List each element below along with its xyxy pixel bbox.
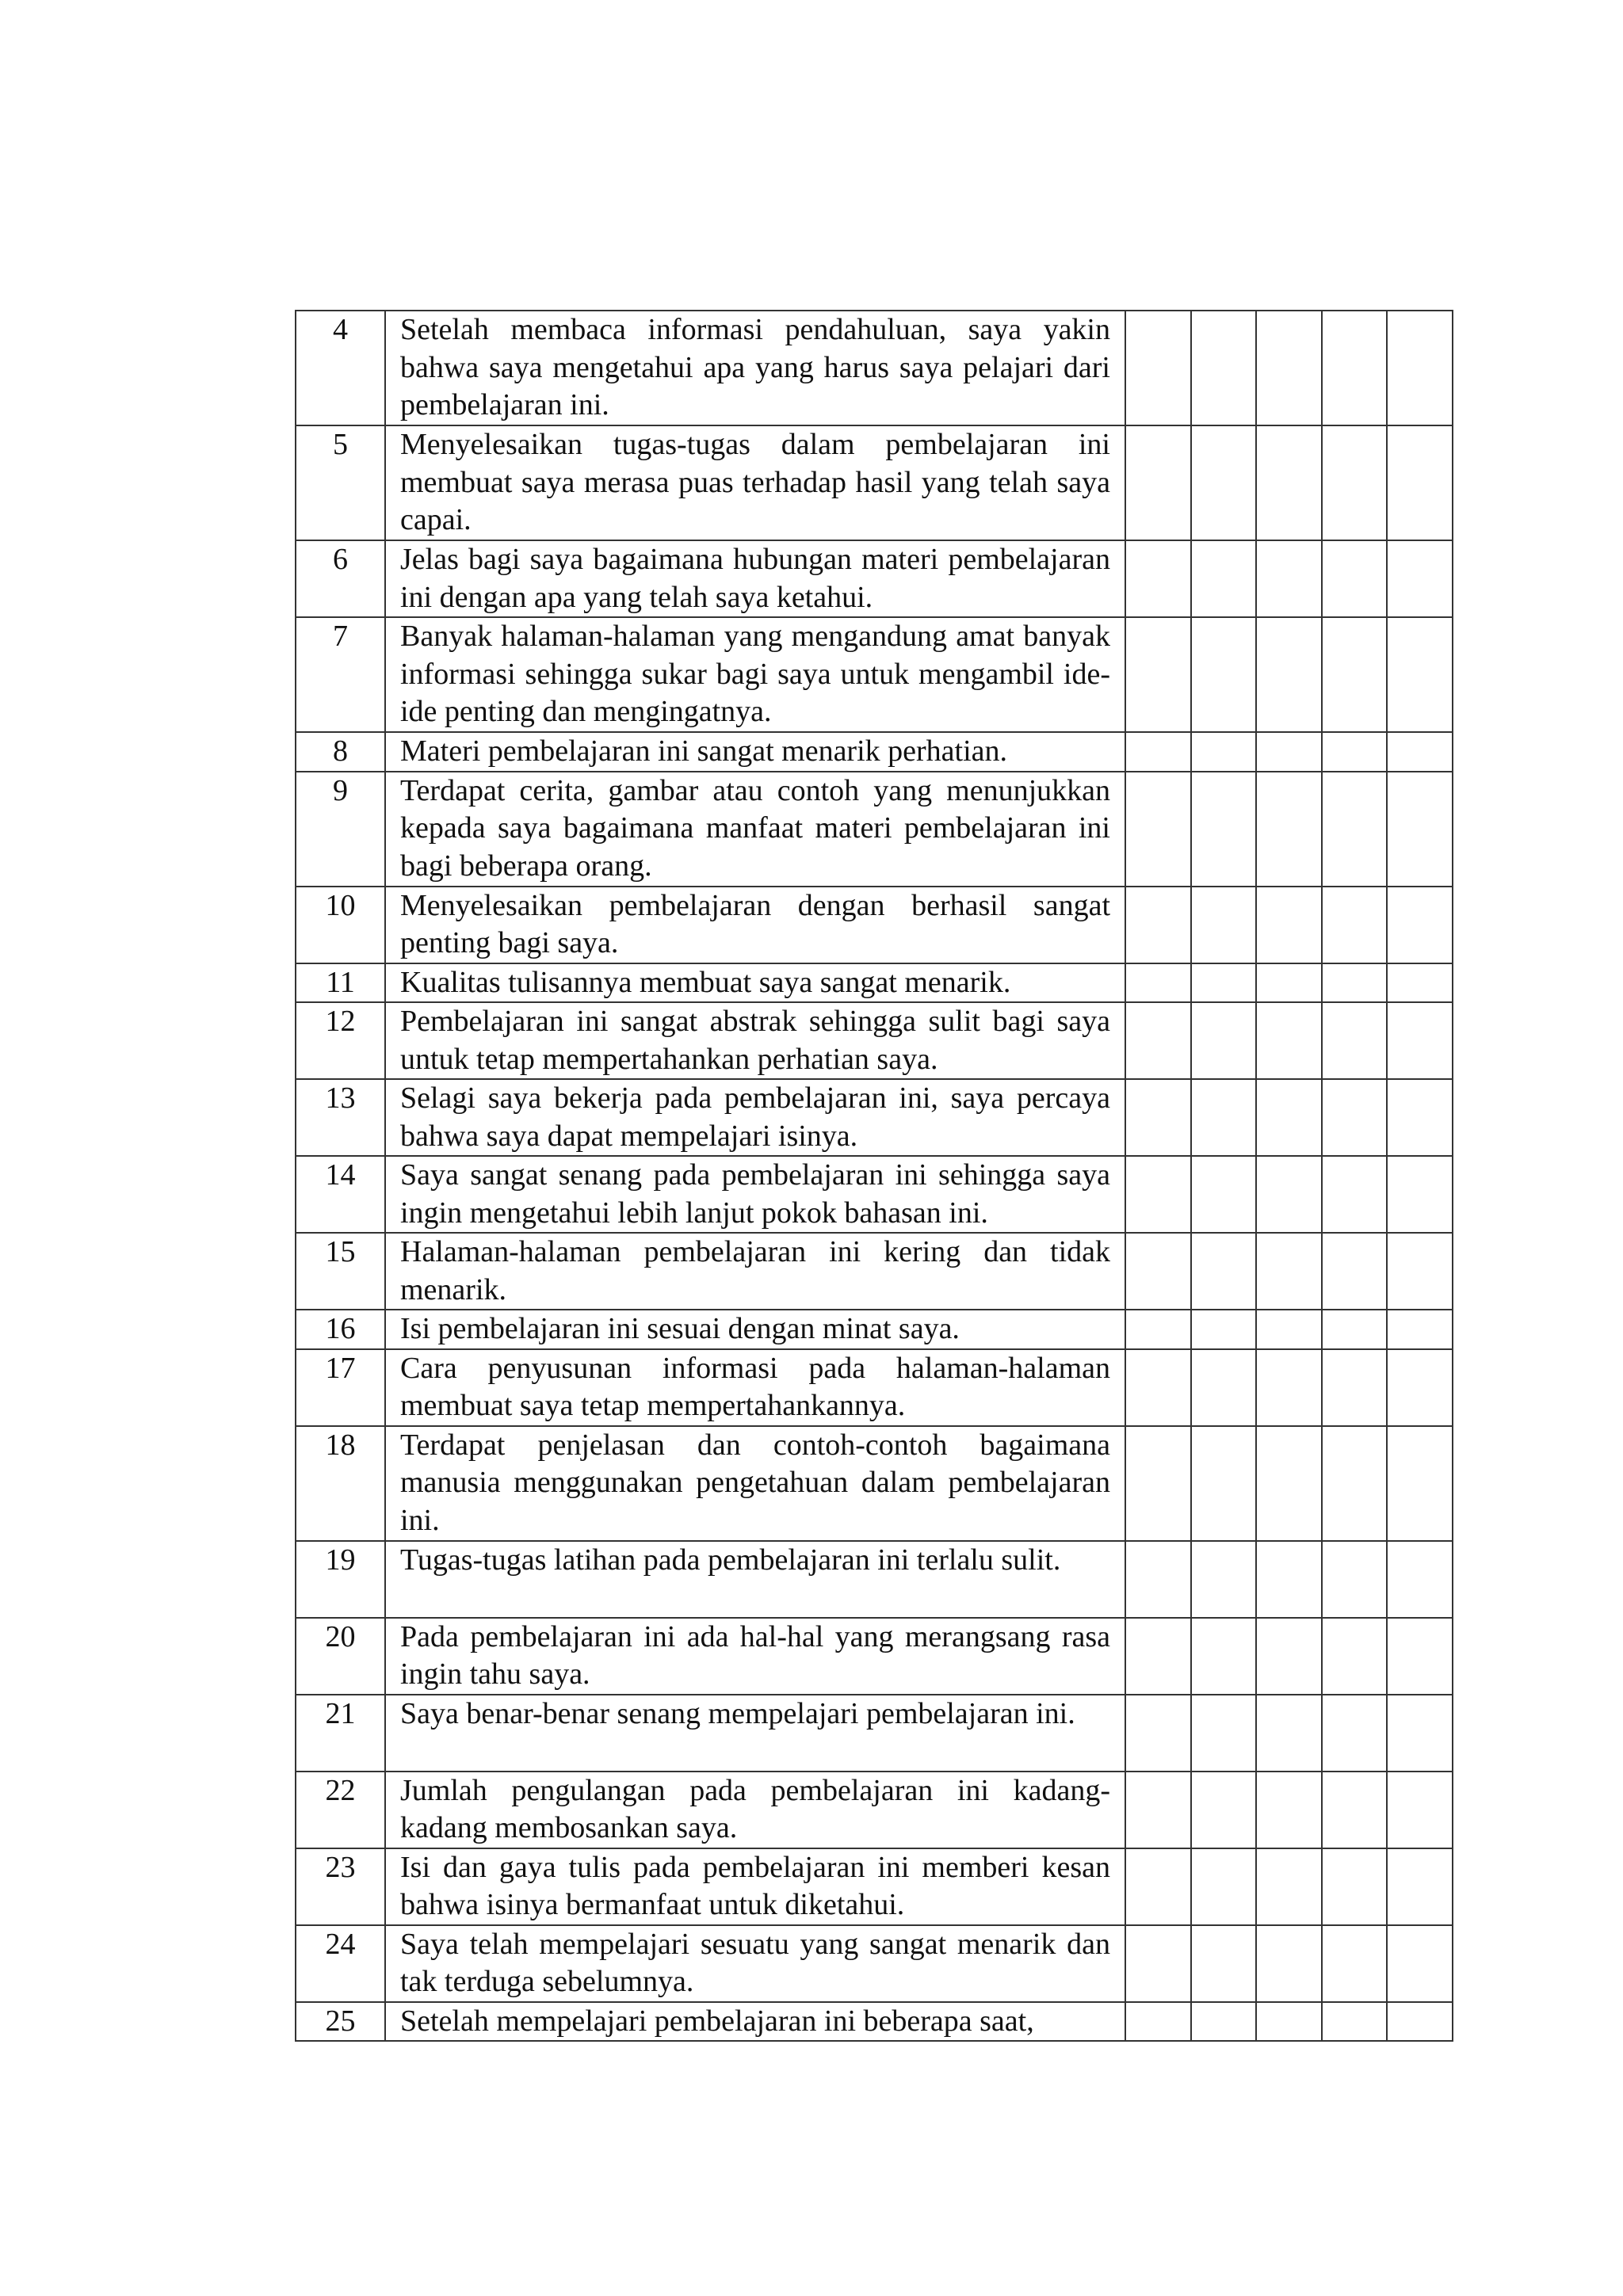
- rating-cell-1[interactable]: [1125, 1848, 1191, 1925]
- rating-cell-3[interactable]: [1256, 2002, 1322, 2042]
- rating-cell-1[interactable]: [1125, 1695, 1191, 1772]
- rating-cell-3[interactable]: [1256, 1848, 1322, 1925]
- rating-cell-5[interactable]: [1387, 311, 1453, 425]
- rating-cell-3[interactable]: [1256, 1618, 1322, 1695]
- rating-cell-4[interactable]: [1322, 540, 1388, 617]
- rating-cell-1[interactable]: [1125, 311, 1191, 425]
- item-number: 10: [296, 887, 385, 963]
- table-row: [296, 732, 1453, 772]
- rating-cell-3[interactable]: [1256, 1925, 1322, 2002]
- rating-cell-5[interactable]: [1387, 1848, 1453, 1925]
- rating-cell-2[interactable]: [1191, 1079, 1257, 1156]
- item-statement: Selagi saya bekerja pada pembelajaran ini, saya percaya bahwa saya dapat mempelajari isinya.: [385, 1079, 1125, 1156]
- rating-cell-5[interactable]: [1387, 887, 1453, 963]
- rating-cell-5[interactable]: [1387, 425, 1453, 540]
- item-number: 18: [296, 1426, 385, 1541]
- rating-cell-2[interactable]: [1191, 1541, 1257, 1618]
- rating-cell-1[interactable]: [1125, 1925, 1191, 2002]
- table-row: [296, 772, 1453, 887]
- rating-cell-1[interactable]: [1125, 1541, 1191, 1618]
- rating-cell-5[interactable]: [1387, 617, 1453, 732]
- item-number: 11: [296, 963, 385, 1003]
- rating-cell-1[interactable]: [1125, 772, 1191, 887]
- rating-cell-5[interactable]: [1387, 540, 1453, 617]
- rating-cell-1[interactable]: [1125, 2002, 1191, 2042]
- table-row: [296, 540, 1453, 617]
- rating-cell-4[interactable]: [1322, 1618, 1388, 1695]
- rating-cell-2[interactable]: [1191, 772, 1257, 887]
- rating-cell-2[interactable]: [1191, 732, 1257, 772]
- rating-cell-5[interactable]: [1387, 1310, 1453, 1349]
- item-statement: Materi pembelajaran ini sangat menarik perhatian.: [385, 732, 1125, 772]
- item-number: 4: [296, 311, 385, 425]
- table-row: [296, 1925, 1453, 2002]
- item-number: 12: [296, 1002, 385, 1079]
- table-row: [296, 887, 1453, 963]
- item-statement: Isi pembelajaran ini sesuai dengan minat saya.: [385, 1310, 1125, 1349]
- rating-cell-4[interactable]: [1322, 1079, 1388, 1156]
- rating-cell-3[interactable]: [1256, 732, 1322, 772]
- rating-cell-2[interactable]: [1191, 1618, 1257, 1695]
- item-statement: Halaman-halaman pembelajaran ini kering dan tidak menarik.: [385, 1233, 1125, 1310]
- rating-cell-1[interactable]: [1125, 1002, 1191, 1079]
- rating-cell-2[interactable]: [1191, 1695, 1257, 1772]
- table-row: [296, 1156, 1453, 1233]
- item-statement: Kualitas tulisannya membuat saya sangat menarik.: [385, 963, 1125, 1003]
- rating-cell-4[interactable]: [1322, 772, 1388, 887]
- table-row: [296, 1618, 1453, 1695]
- rating-cell-5[interactable]: [1387, 732, 1453, 772]
- rating-cell-5[interactable]: [1387, 1079, 1453, 1156]
- rating-cell-2[interactable]: [1191, 1426, 1257, 1541]
- table-row: [296, 1349, 1453, 1426]
- rating-cell-3[interactable]: [1256, 1695, 1322, 1772]
- rating-cell-1[interactable]: [1125, 732, 1191, 772]
- rating-cell-3[interactable]: [1256, 1349, 1322, 1426]
- table-row: [296, 963, 1453, 1003]
- item-number: 24: [296, 1925, 385, 2002]
- item-statement: Menyelesaikan pembelajaran dengan berhasil sangat penting bagi saya.: [385, 887, 1125, 963]
- rating-cell-4[interactable]: [1322, 887, 1388, 963]
- item-statement: Banyak halaman-halaman yang mengandung amat banyak informasi sehingga sukar bagi saya untuk mengambil ide-ide penting dan mengingatnya.: [385, 617, 1125, 732]
- item-number: 8: [296, 732, 385, 772]
- rating-cell-3[interactable]: [1256, 887, 1322, 963]
- rating-cell-4[interactable]: [1322, 1156, 1388, 1233]
- rating-cell-5[interactable]: [1387, 1233, 1453, 1310]
- rating-cell-2[interactable]: [1191, 1925, 1257, 2002]
- rating-cell-3[interactable]: [1256, 1772, 1322, 1848]
- rating-cell-4[interactable]: [1322, 1349, 1388, 1426]
- questionnaire-table: [295, 310, 1453, 2042]
- rating-cell-1[interactable]: [1125, 540, 1191, 617]
- item-number: 7: [296, 617, 385, 732]
- item-statement: Terdapat cerita, gambar atau contoh yang menunjukkan kepada saya bagaimana manfaat materi pembelajaran ini bagi beberapa orang.: [385, 772, 1125, 887]
- rating-cell-4[interactable]: [1322, 617, 1388, 732]
- rating-cell-3[interactable]: [1256, 963, 1322, 1003]
- rating-cell-1[interactable]: [1125, 1772, 1191, 1848]
- item-statement: Jelas bagi saya bagaimana hubungan materi pembelajaran ini dengan apa yang telah saya ketahui.: [385, 540, 1125, 617]
- rating-cell-1[interactable]: [1125, 1079, 1191, 1156]
- rating-cell-5[interactable]: [1387, 1695, 1453, 1772]
- rating-cell-4[interactable]: [1322, 1925, 1388, 2002]
- item-statement: Menyelesaikan tugas-tugas dalam pembelajaran ini membuat saya merasa puas terhadap hasil yang telah saya capai.: [385, 425, 1125, 540]
- rating-cell-4[interactable]: [1322, 1233, 1388, 1310]
- rating-cell-3[interactable]: [1256, 772, 1322, 887]
- rating-cell-3[interactable]: [1256, 540, 1322, 617]
- rating-cell-4[interactable]: [1322, 1695, 1388, 1772]
- rating-cell-3[interactable]: [1256, 1079, 1322, 1156]
- table-row: [296, 1695, 1453, 1772]
- item-number: 16: [296, 1310, 385, 1349]
- item-number: 17: [296, 1349, 385, 1426]
- item-statement: Isi dan gaya tulis pada pembelajaran ini memberi kesan bahwa isinya bermanfaat untuk diketahui.: [385, 1848, 1125, 1925]
- table-row: [296, 1426, 1453, 1541]
- item-number: 13: [296, 1079, 385, 1156]
- item-statement: Terdapat penjelasan dan contoh-contoh bagaimana manusia menggunakan pengetahuan dalam pembelajaran ini.: [385, 1426, 1125, 1541]
- rating-cell-2[interactable]: [1191, 617, 1257, 732]
- rating-cell-1[interactable]: [1125, 963, 1191, 1003]
- rating-cell-5[interactable]: [1387, 772, 1453, 887]
- rating-cell-4[interactable]: [1322, 1541, 1388, 1618]
- rating-cell-5[interactable]: [1387, 1772, 1453, 1848]
- item-number: 14: [296, 1156, 385, 1233]
- table-row: [296, 1541, 1453, 1618]
- table-row: [296, 2002, 1453, 2042]
- rating-cell-1[interactable]: [1125, 1156, 1191, 1233]
- rating-cell-2[interactable]: [1191, 887, 1257, 963]
- rating-cell-4[interactable]: [1322, 1848, 1388, 1925]
- rating-cell-2[interactable]: [1191, 2002, 1257, 2042]
- item-number: 15: [296, 1233, 385, 1310]
- rating-cell-3[interactable]: [1256, 1002, 1322, 1079]
- rating-cell-3[interactable]: [1256, 1310, 1322, 1349]
- rating-cell-1[interactable]: [1125, 425, 1191, 540]
- questionnaire-body: [296, 311, 1453, 2041]
- rating-cell-2[interactable]: [1191, 1156, 1257, 1233]
- rating-cell-1[interactable]: [1125, 1349, 1191, 1426]
- rating-cell-2[interactable]: [1191, 1349, 1257, 1426]
- item-statement: Cara penyusunan informasi pada halaman-halaman membuat saya tetap mempertahankannya.: [385, 1349, 1125, 1426]
- item-statement: Setelah mempelajari pembelajaran ini beberapa saat,: [385, 2002, 1125, 2042]
- rating-cell-5[interactable]: [1387, 1541, 1453, 1618]
- item-statement: Saya sangat senang pada pembelajaran ini sehingga saya ingin mengetahui lebih lanjut pokok bahasan ini.: [385, 1156, 1125, 1233]
- rating-cell-4[interactable]: [1322, 2002, 1388, 2042]
- item-statement: Saya benar-benar senang mempelajari pembelajaran ini.: [385, 1695, 1125, 1772]
- rating-cell-3[interactable]: [1256, 1156, 1322, 1233]
- rating-cell-2[interactable]: [1191, 425, 1257, 540]
- rating-cell-3[interactable]: [1256, 311, 1322, 425]
- rating-cell-1[interactable]: [1125, 1233, 1191, 1310]
- rating-cell-3[interactable]: [1256, 1233, 1322, 1310]
- rating-cell-4[interactable]: [1322, 732, 1388, 772]
- item-number: 20: [296, 1618, 385, 1695]
- item-statement: Saya telah mempelajari sesuatu yang sangat menarik dan tak terduga sebelumnya.: [385, 1925, 1125, 2002]
- rating-cell-1[interactable]: [1125, 1426, 1191, 1541]
- rating-cell-5[interactable]: [1387, 963, 1453, 1003]
- item-number: 6: [296, 540, 385, 617]
- table-row: [296, 1079, 1453, 1156]
- table-row: [296, 617, 1453, 732]
- item-statement: Pembelajaran ini sangat abstrak sehingga sulit bagi saya untuk tetap mempertahankan perhatian saya.: [385, 1002, 1125, 1079]
- rating-cell-4[interactable]: [1322, 1002, 1388, 1079]
- item-number: 19: [296, 1541, 385, 1618]
- rating-cell-4[interactable]: [1322, 1426, 1388, 1541]
- rating-cell-3[interactable]: [1256, 1426, 1322, 1541]
- rating-cell-1[interactable]: [1125, 1618, 1191, 1695]
- rating-cell-2[interactable]: [1191, 311, 1257, 425]
- table-row: [296, 425, 1453, 540]
- rating-cell-5[interactable]: [1387, 2002, 1453, 2042]
- rating-cell-5[interactable]: [1387, 1618, 1453, 1695]
- item-number: 9: [296, 772, 385, 887]
- item-number: 21: [296, 1695, 385, 1772]
- item-statement: Tugas-tugas latihan pada pembelajaran ini terlalu sulit.: [385, 1541, 1125, 1618]
- table-row: [296, 311, 1453, 425]
- rating-cell-3[interactable]: [1256, 425, 1322, 540]
- rating-cell-1[interactable]: [1125, 617, 1191, 732]
- item-statement: Jumlah pengulangan pada pembelajaran ini kadang-kadang membosankan saya.: [385, 1772, 1125, 1848]
- rating-cell-2[interactable]: [1191, 1848, 1257, 1925]
- rating-cell-2[interactable]: [1191, 1233, 1257, 1310]
- rating-cell-5[interactable]: [1387, 1925, 1453, 2002]
- table-row: [296, 1848, 1453, 1925]
- rating-cell-5[interactable]: [1387, 1156, 1453, 1233]
- rating-cell-5[interactable]: [1387, 1426, 1453, 1541]
- rating-cell-2[interactable]: [1191, 1310, 1257, 1349]
- rating-cell-3[interactable]: [1256, 617, 1322, 732]
- rating-cell-2[interactable]: [1191, 540, 1257, 617]
- item-number: 25: [296, 2002, 385, 2042]
- item-number: 5: [296, 425, 385, 540]
- rating-cell-4[interactable]: [1322, 963, 1388, 1003]
- rating-cell-2[interactable]: [1191, 1772, 1257, 1848]
- table-row: [296, 1002, 1453, 1079]
- table-row: [296, 1310, 1453, 1349]
- rating-cell-5[interactable]: [1387, 1002, 1453, 1079]
- rating-cell-4[interactable]: [1322, 1310, 1388, 1349]
- rating-cell-2[interactable]: [1191, 963, 1257, 1003]
- rating-cell-1[interactable]: [1125, 1310, 1191, 1349]
- table-row: [296, 1772, 1453, 1848]
- rating-cell-1[interactable]: [1125, 887, 1191, 963]
- item-statement: Pada pembelajaran ini ada hal-hal yang merangsang rasa ingin tahu saya.: [385, 1618, 1125, 1695]
- rating-cell-4[interactable]: [1322, 311, 1388, 425]
- rating-cell-5[interactable]: [1387, 1349, 1453, 1426]
- rating-cell-4[interactable]: [1322, 1772, 1388, 1848]
- item-number: 22: [296, 1772, 385, 1848]
- rating-cell-2[interactable]: [1191, 1002, 1257, 1079]
- rating-cell-4[interactable]: [1322, 425, 1388, 540]
- table-row: [296, 1233, 1453, 1310]
- item-statement: Setelah membaca informasi pendahuluan, saya yakin bahwa saya mengetahui apa yang harus saya pelajari dari pembelajaran ini.: [385, 311, 1125, 425]
- item-number: 23: [296, 1848, 385, 1925]
- rating-cell-3[interactable]: [1256, 1541, 1322, 1618]
